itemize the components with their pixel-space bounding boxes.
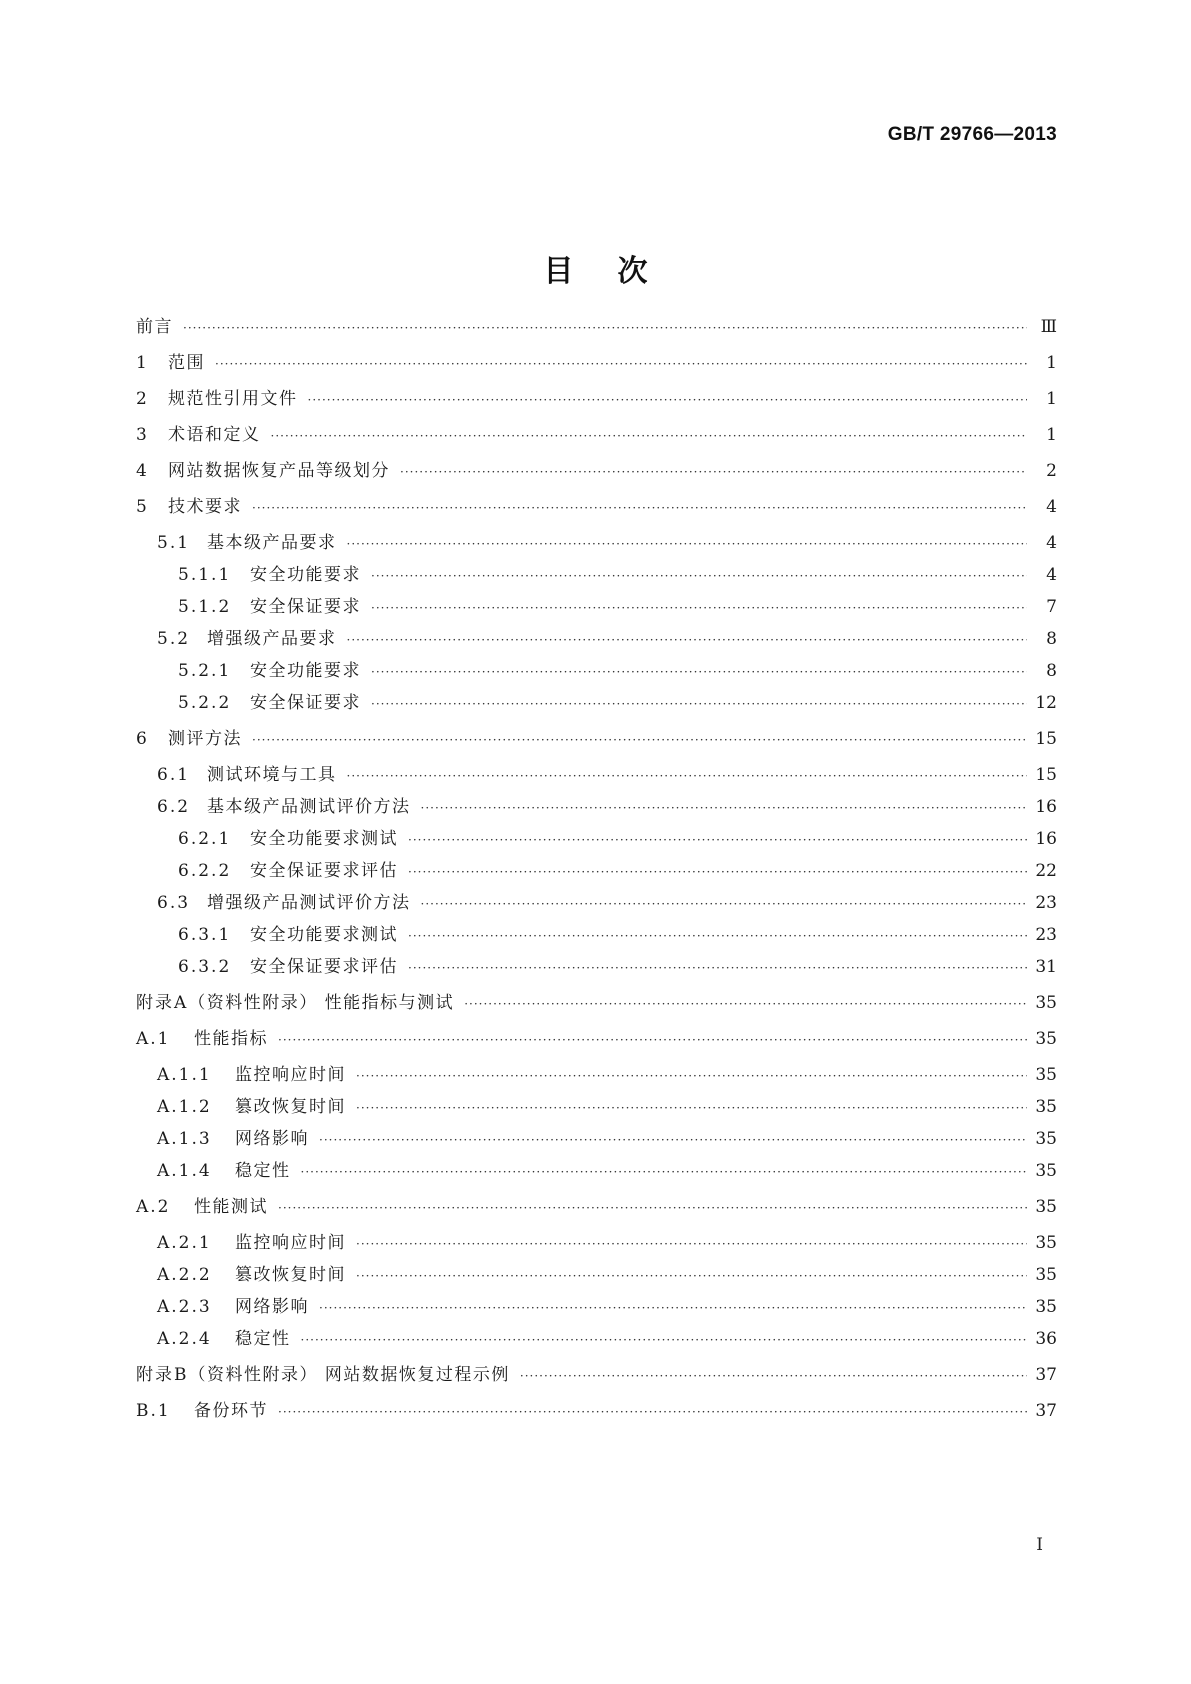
toc-entry-page: 2 xyxy=(1046,461,1057,481)
toc-entry-label: 稳定性 xyxy=(235,1329,291,1349)
toc-entry-label: 安全保证要求 xyxy=(250,597,361,617)
toc-leader-dots xyxy=(278,1399,1027,1425)
toc-leader-dots xyxy=(347,627,1028,653)
toc-entry-number: A.1.2 xyxy=(157,1097,212,1117)
toc-leader-dots xyxy=(520,1363,1027,1389)
toc-entry-label: 范围 xyxy=(168,353,205,373)
toc-entry-5-2[interactable] xyxy=(136,626,1057,652)
toc-entry-label: （资料性附录） 网站数据恢复过程示例 xyxy=(188,1365,510,1385)
toc-entry-number: 5.1.1 xyxy=(178,565,232,585)
toc-entry-6-2-2[interactable] xyxy=(136,858,1057,884)
toc-leader-dots xyxy=(371,691,1027,717)
toc-leader-dots xyxy=(183,315,1027,341)
toc-entry-a-2-2[interactable] xyxy=(136,1262,1057,1288)
toc-leader-dots xyxy=(301,1159,1028,1185)
toc-leader-dots xyxy=(464,991,1027,1017)
toc-entry-number: A.2.3 xyxy=(157,1297,212,1317)
toc-entry-label: 增强级产品要求 xyxy=(207,629,337,649)
toc-leader-dots xyxy=(356,1063,1027,1089)
toc-entry-page: 15 xyxy=(1035,729,1057,749)
toc-leader-dots xyxy=(347,531,1028,557)
toc-entry-page: 4 xyxy=(1046,565,1057,585)
toc-entry-page: 35 xyxy=(1035,1065,1057,1085)
toc-entry-number: 5.1 xyxy=(157,533,191,553)
toc-entry-a-1-1[interactable] xyxy=(136,1062,1057,1088)
toc-entry-6-2[interactable] xyxy=(136,794,1057,820)
toc-entry-5[interactable] xyxy=(136,494,1057,520)
toc-entry-page: 1 xyxy=(1046,389,1057,409)
toc-entry-5-1-1[interactable] xyxy=(136,562,1057,588)
toc-entry-b-1[interactable] xyxy=(136,1398,1057,1424)
toc-leader-dots xyxy=(356,1095,1027,1121)
toc-leader-dots xyxy=(408,827,1027,853)
toc-leader-dots xyxy=(252,727,1027,753)
toc-entry-page: 31 xyxy=(1035,957,1057,977)
toc-leader-dots xyxy=(421,891,1028,917)
toc-entry-page: 23 xyxy=(1035,925,1057,945)
toc-entry-number: A.1.3 xyxy=(157,1129,212,1149)
toc-leader-dots xyxy=(408,923,1027,949)
toc-entry-page: 35 xyxy=(1035,1029,1057,1049)
toc-entry-label: 备份环节 xyxy=(194,1401,268,1421)
toc-entry-page: 8 xyxy=(1046,629,1057,649)
toc-entry-label: 增强级产品测试评价方法 xyxy=(207,893,411,913)
toc-leader-dots xyxy=(271,423,1028,449)
toc-leader-dots xyxy=(371,595,1027,621)
toc-entry-a-1-3[interactable] xyxy=(136,1126,1057,1152)
toc-leader-dots xyxy=(408,859,1027,885)
toc-leader-dots xyxy=(371,563,1027,589)
toc-entry-1[interactable] xyxy=(136,350,1057,376)
toc-entry-page: 37 xyxy=(1035,1401,1057,1421)
toc-entry-label: 性能指标 xyxy=(194,1029,268,1049)
toc-entry-number: A.1.1 xyxy=(157,1065,212,1085)
toc-leader-dots xyxy=(252,495,1027,521)
toc-entry-label: 技术要求 xyxy=(168,497,242,517)
toc-entry-label: 安全保证要求 xyxy=(250,693,361,713)
toc-entry-label: 网络影响 xyxy=(235,1297,309,1317)
toc-entry-label: 安全功能要求 xyxy=(250,661,361,681)
toc-entry-page: 35 xyxy=(1035,1129,1057,1149)
toc-entry-label: 网络影响 xyxy=(235,1129,309,1149)
toc-entry-label: 性能测试 xyxy=(194,1197,268,1217)
toc-entry-number: 5.1.2 xyxy=(178,597,232,617)
toc-entry-2[interactable] xyxy=(136,386,1057,412)
toc-entry-number: 6.3 xyxy=(157,893,191,913)
toc-entry-label: 监控响应时间 xyxy=(235,1065,346,1085)
toc-entry-a-2-4[interactable] xyxy=(136,1326,1057,1352)
toc-entry-6-2-1[interactable] xyxy=(136,826,1057,852)
toc-leader-dots xyxy=(400,459,1027,485)
toc-entry-label: 安全功能要求测试 xyxy=(250,829,398,849)
toc-entry-page: 36 xyxy=(1035,1329,1057,1349)
toc-entry-page: 16 xyxy=(1035,797,1057,817)
toc-entry-annex-b[interactable] xyxy=(136,1362,1057,1388)
toc-entry-number: 6.2 xyxy=(157,797,191,817)
toc-entry-foreword[interactable] xyxy=(136,314,1057,340)
toc-entry-a-2-1[interactable] xyxy=(136,1230,1057,1256)
toc-entry-6[interactable] xyxy=(136,726,1057,752)
toc-entry-number: 附录B xyxy=(136,1365,189,1385)
page-title: 目次 xyxy=(543,254,692,290)
toc-entry-6-1[interactable] xyxy=(136,762,1057,788)
toc-leader-dots xyxy=(308,387,1028,413)
standard-number: GB/T 29766—2013 xyxy=(887,124,1057,145)
toc-entry-page: 23 xyxy=(1035,893,1057,913)
toc-entry-label: 篡改恢复时间 xyxy=(235,1097,346,1117)
toc-leader-dots xyxy=(347,763,1028,789)
toc-entry-page: 4 xyxy=(1046,533,1057,553)
toc-leader-dots xyxy=(278,1195,1027,1221)
toc-entry-number: A.2.1 xyxy=(157,1233,212,1253)
toc-entry-label: （资料性附录） 性能指标与测试 xyxy=(188,993,455,1013)
toc-entry-5-1[interactable] xyxy=(136,530,1057,556)
toc-entry-number: 5.2.1 xyxy=(178,661,232,681)
toc-entry-number: 6.3.2 xyxy=(178,957,232,977)
toc-entry-number: 6.2.1 xyxy=(178,829,232,849)
toc-entry-6-3[interactable] xyxy=(136,890,1057,916)
toc-entry-number: A.2.4 xyxy=(157,1329,212,1349)
toc-entry-label: 安全功能要求测试 xyxy=(250,925,398,945)
toc-entry-page: 35 xyxy=(1035,1233,1057,1253)
toc-entry-page: 7 xyxy=(1046,597,1057,617)
toc-entry-page: 12 xyxy=(1035,693,1057,713)
toc-entry-page: 35 xyxy=(1035,1197,1057,1217)
toc-entry-page: 37 xyxy=(1035,1365,1057,1385)
toc-entry-number: 6.1 xyxy=(157,765,191,785)
toc-entry-4[interactable] xyxy=(136,458,1057,484)
toc-entry-number: 1 xyxy=(136,353,149,373)
toc-entry-number: 附录A xyxy=(136,993,189,1013)
toc-entry-number: 5.2 xyxy=(157,629,191,649)
toc-entry-number: 5.2.2 xyxy=(178,693,232,713)
toc-entry-number: 2 xyxy=(136,389,149,409)
toc-leader-dots xyxy=(371,659,1027,685)
page-number: Ⅰ xyxy=(1036,1535,1043,1555)
toc-entry-label: 术语和定义 xyxy=(168,425,261,445)
toc-entry-page: 4 xyxy=(1046,497,1057,517)
toc-entry-a-1-2[interactable] xyxy=(136,1094,1057,1120)
toc-entry-annex-a[interactable] xyxy=(136,990,1057,1016)
toc-entry-page: 22 xyxy=(1035,861,1057,881)
toc-leader-dots xyxy=(356,1231,1027,1257)
toc-entry-label: 规范性引用文件 xyxy=(168,389,298,409)
toc-entry-5-2-2[interactable] xyxy=(136,690,1057,716)
toc-entry-a-1-4[interactable] xyxy=(136,1158,1057,1184)
toc-leader-dots xyxy=(215,351,1027,377)
toc-entry-number: 4 xyxy=(136,461,149,481)
toc-entry-label: 安全保证要求评估 xyxy=(250,957,398,977)
toc-entry-number: A.2 xyxy=(136,1197,171,1217)
toc-entry-page: 16 xyxy=(1035,829,1057,849)
toc-entry-label: 监控响应时间 xyxy=(235,1233,346,1253)
toc-leader-dots xyxy=(319,1295,1027,1321)
toc-entry-number: A.1 xyxy=(136,1029,171,1049)
toc-entry-page: 1 xyxy=(1046,425,1057,445)
toc-entry-label: 篡改恢复时间 xyxy=(235,1265,346,1285)
toc-leader-dots xyxy=(319,1127,1027,1153)
toc-entry-page: 35 xyxy=(1035,1297,1057,1317)
toc-entry-number: A.1.4 xyxy=(157,1161,212,1181)
toc-entry-5-2-1[interactable] xyxy=(136,658,1057,684)
toc-entry-5-1-2[interactable] xyxy=(136,594,1057,620)
toc-entry-label: 基本级产品要求 xyxy=(207,533,337,553)
toc-leader-dots xyxy=(421,795,1028,821)
toc-entry-label: 网站数据恢复产品等级划分 xyxy=(168,461,390,481)
toc-entry-page: 35 xyxy=(1035,1097,1057,1117)
toc-entry-label: 测试环境与工具 xyxy=(207,765,337,785)
toc-entry-label: 稳定性 xyxy=(235,1161,291,1181)
toc-entry-6-3-2[interactable] xyxy=(136,954,1057,980)
toc-entry-page: 8 xyxy=(1046,661,1057,681)
toc-entry-3[interactable] xyxy=(136,422,1057,448)
toc-entry-number: 6 xyxy=(136,729,149,749)
toc-leader-dots xyxy=(408,955,1027,981)
toc-entry-page: 35 xyxy=(1035,993,1057,1013)
toc-entry-label: 前言 xyxy=(136,317,173,337)
toc-entry-a-2-3[interactable] xyxy=(136,1294,1057,1320)
toc-entry-number: 5 xyxy=(136,497,149,517)
toc-entry-page: 35 xyxy=(1035,1265,1057,1285)
toc-entry-page: 35 xyxy=(1035,1161,1057,1181)
toc-entry-label: 测评方法 xyxy=(168,729,242,749)
toc-entry-page: 15 xyxy=(1035,765,1057,785)
toc-entry-label: 安全保证要求评估 xyxy=(250,861,398,881)
toc-leader-dots xyxy=(301,1327,1028,1353)
toc-entry-number: B.1 xyxy=(136,1401,171,1421)
toc-entry-page: Ⅲ xyxy=(1040,317,1057,337)
toc-entry-label: 基本级产品测试评价方法 xyxy=(207,797,411,817)
toc-leader-dots xyxy=(278,1027,1027,1053)
toc-entry-number: A.2.2 xyxy=(157,1265,212,1285)
toc-entry-number: 6.3.1 xyxy=(178,925,232,945)
toc-entry-6-3-1[interactable] xyxy=(136,922,1057,948)
toc-entry-number: 3 xyxy=(136,425,149,445)
toc-entry-a-2[interactable] xyxy=(136,1194,1057,1220)
toc-entry-label: 安全功能要求 xyxy=(250,565,361,585)
toc-leader-dots xyxy=(356,1263,1027,1289)
toc-entry-number: 6.2.2 xyxy=(178,861,232,881)
toc-entry-page: 1 xyxy=(1046,353,1057,373)
toc-entry-a-1[interactable] xyxy=(136,1026,1057,1052)
